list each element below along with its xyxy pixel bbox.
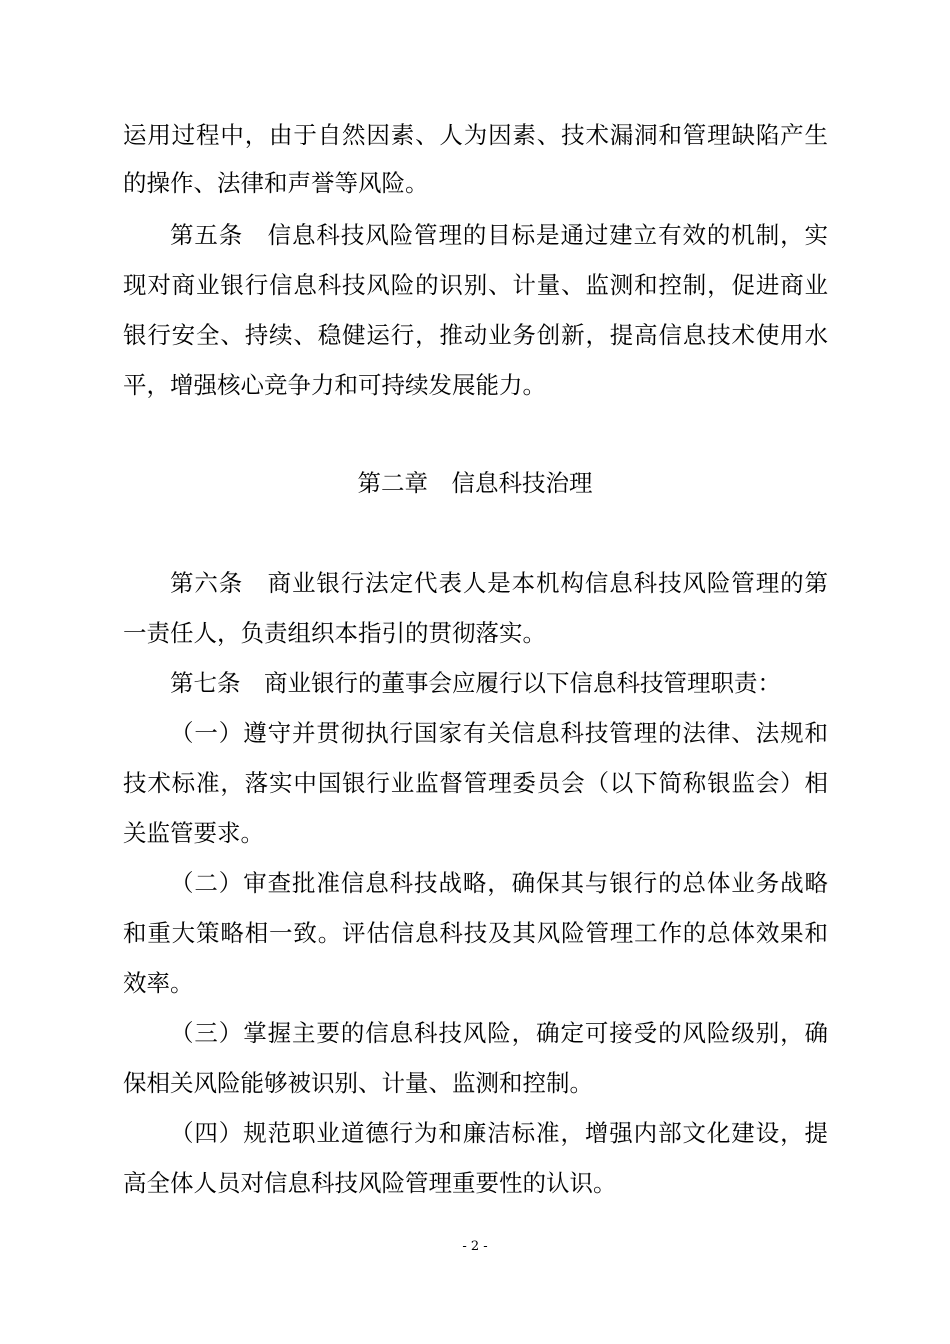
article-7-start: 第七条 商业银行的董事会应履行以下信息科技管理职责：	[170, 669, 781, 697]
item-1-start: （一）遵守并贯彻执行国家有关信息科技管理的法律、法规和	[170, 719, 828, 747]
item-2-start: （二）审查批准信息科技战略，确保其与银行的总体业务战略	[170, 869, 828, 897]
page-number: - 2 -	[462, 1239, 488, 1254]
item-4-start: （四）规范职业道德行为和廉洁标准，增强内部文化建设，提	[170, 1119, 828, 1147]
text-line: 运用过程中，由于自然因素、人为因素、技术漏洞和管理缺陷产生	[123, 121, 828, 149]
text-line: 高全体人员对信息科技风险管理重要性的认识。	[123, 1169, 617, 1197]
chapter-heading: 第二章 信息科技治理	[357, 469, 593, 497]
item-3-start: （三）掌握主要的信息科技风险，确定可接受的风险级别，确	[170, 1019, 828, 1047]
text-line: 关监管要求。	[123, 819, 264, 847]
text-line: 技术标准，落实中国银行业监督管理委员会（以下简称银监会）相	[123, 769, 828, 797]
text-line: 现对商业银行信息科技风险的识别、计量、监测和控制，促进商业	[123, 271, 828, 299]
text-line: 银行安全、持续、稳健运行，推动业务创新，提高信息技术使用水	[123, 321, 828, 349]
article-6-start: 第六条 商业银行法定代表人是本机构信息科技风险管理的第	[170, 569, 828, 597]
text-line: 保相关风险能够被识别、计量、监测和控制。	[123, 1069, 593, 1097]
text-line: 平，增强核心竞争力和可持续发展能力。	[123, 371, 546, 399]
text-line: 和重大策略相一致。评估信息科技及其风险管理工作的总体效果和	[123, 919, 828, 947]
article-5-start: 第五条 信息科技风险管理的目标是通过建立有效的机制，实	[170, 221, 828, 249]
text-line: 一责任人，负责组织本指引的贯彻落实。	[123, 619, 546, 647]
text-line: 效率。	[123, 969, 194, 997]
text-line: 的操作、法律和声誉等风险。	[123, 169, 429, 197]
